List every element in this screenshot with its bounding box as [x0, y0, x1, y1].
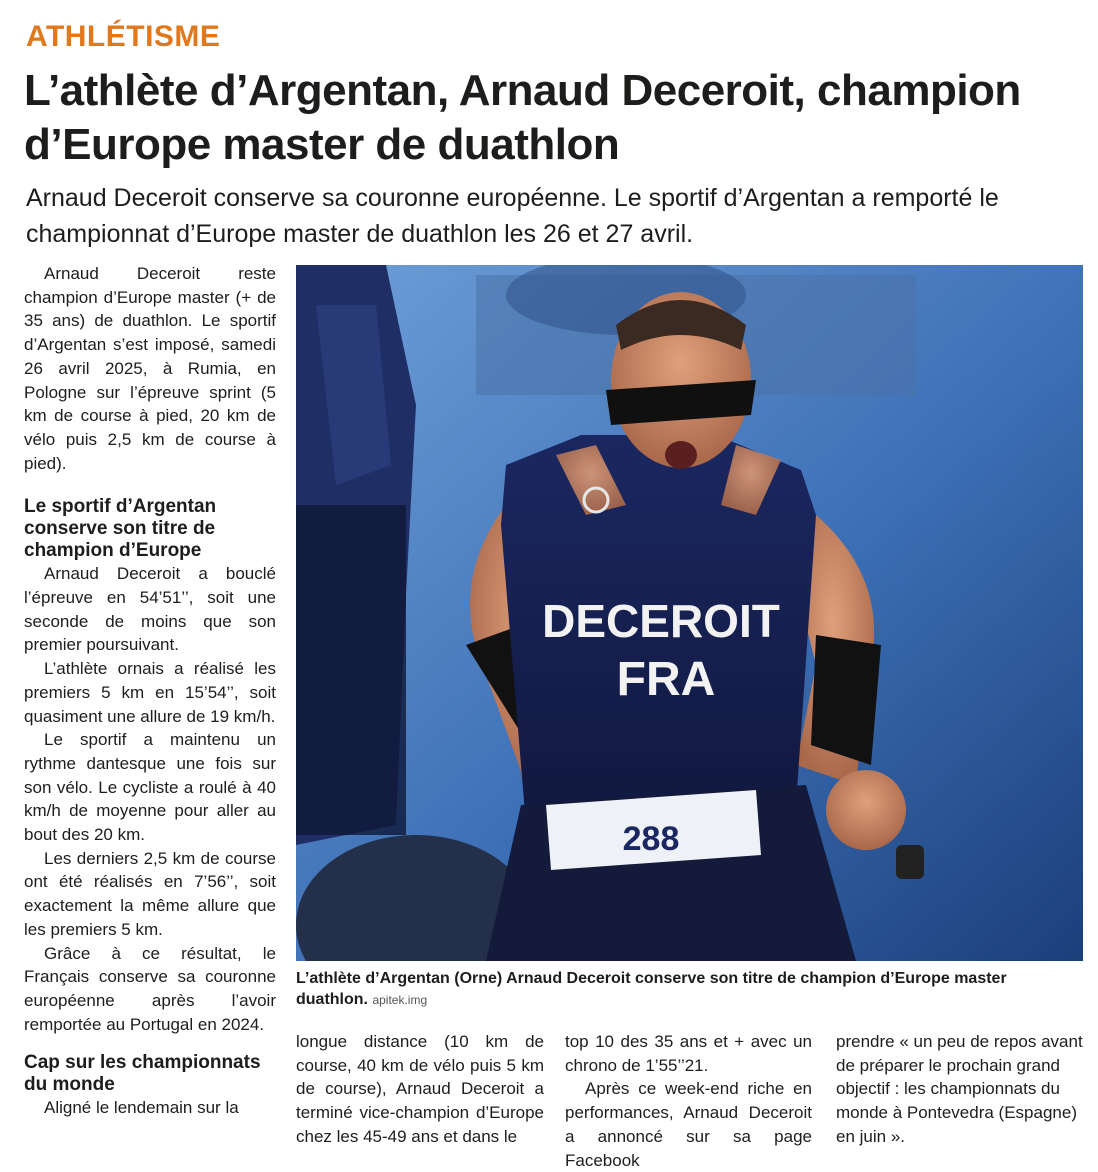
headline: L’athlète d’Argentan, Arnaud Deceroit, champion d’Europe master de duathlon	[24, 66, 1021, 169]
body-paragraph: Après ce week-end riche en performances, Arnaud Deceroit a annoncé sur sa page Facebook	[565, 1079, 812, 1170]
body-paragraph: top 10 des 35 ans et + avec un chrono de 1’55’’21.	[565, 1032, 812, 1075]
body-paragraph: L’athlète ornais a réalisé les premiers 5 km en 15’54’’, soit quasiment une allure de 19 km/h.	[24, 659, 276, 726]
body-paragraph: Le sportif a maintenu un rythme dantesque une fois sur son vélo. Le cycliste a roulé à 40 km/h de moyenne pour aller au bout des 20 km.	[24, 730, 276, 845]
article-photo	[296, 265, 1083, 961]
jersey-name: DECEROIT	[542, 595, 780, 647]
photo-credit: apitek.img	[372, 993, 428, 1007]
article-column-4	[836, 1030, 1083, 1149]
watch-icon	[896, 845, 924, 879]
caption-text: L’athlète d’Argentan (Orne) Arnaud Deceroit conserve son titre de champion d’Europe master duathlon.	[296, 970, 1007, 1008]
body-paragraph: Aligné le lendemain sur la	[44, 1098, 239, 1118]
jersey-country: FRA	[616, 653, 716, 706]
body-paragraph: Les derniers 2,5 km de course ont été réalisés en 7’56’’, soit exactement la même allure que les premiers 5 km.	[24, 848, 276, 939]
body-paragraph: Arnaud Deceroit a bouclé l’épreuve en 54’51’’, soit une seconde de moins que son premier poursuivant.	[24, 564, 276, 655]
body-paragraph: longue distance (10 km de course, 40 km de vélo puis 5 km de course), Arnaud Deceroit a terminé vice-champion d’Europe chez les 45-49 ans et dans le	[296, 1032, 544, 1146]
photo-caption	[296, 968, 1083, 1011]
rubric: ATHLÉTISME	[26, 20, 221, 53]
body-paragraph: prendre « un peu de repos avant de préparer le prochain grand objectif : les championnats du monde à Pontevedra (Espagne) en juin ».	[836, 1032, 1083, 1146]
article-column-1	[24, 262, 276, 1120]
intro-paragraph: Arnaud Deceroit reste champion d’Europe master (+ de 35 ans) de duathlon. Le sportif d’Argentan s’est imposé, samedi 26 avril 2025, à Rumia, en Pologne sur l’épreuve sprint (5 km de course à pied, 20 km de vélo puis 2,5 km de course à pied).	[24, 264, 276, 473]
intertitle-title-defense: Le sportif d’Argentan conserve son titre de champion d’Europe	[24, 496, 217, 562]
bib-number: 288	[622, 820, 680, 858]
article-column-3	[565, 1030, 812, 1172]
body-paragraph: Grâce à ce résultat, le Français conserve sa couronne européenne après l’avoir remportée au Portugal en 2024.	[24, 943, 276, 1034]
article-column-2	[296, 1030, 544, 1149]
standfirst: Arnaud Deceroit conserve sa couronne européenne. Le sportif d’Argentan a remporté le championnat d’Europe master de duathlon les 26 et 27 avril.	[26, 184, 999, 248]
intertitle-world-championships: Cap sur les championnats du monde	[24, 1052, 261, 1096]
